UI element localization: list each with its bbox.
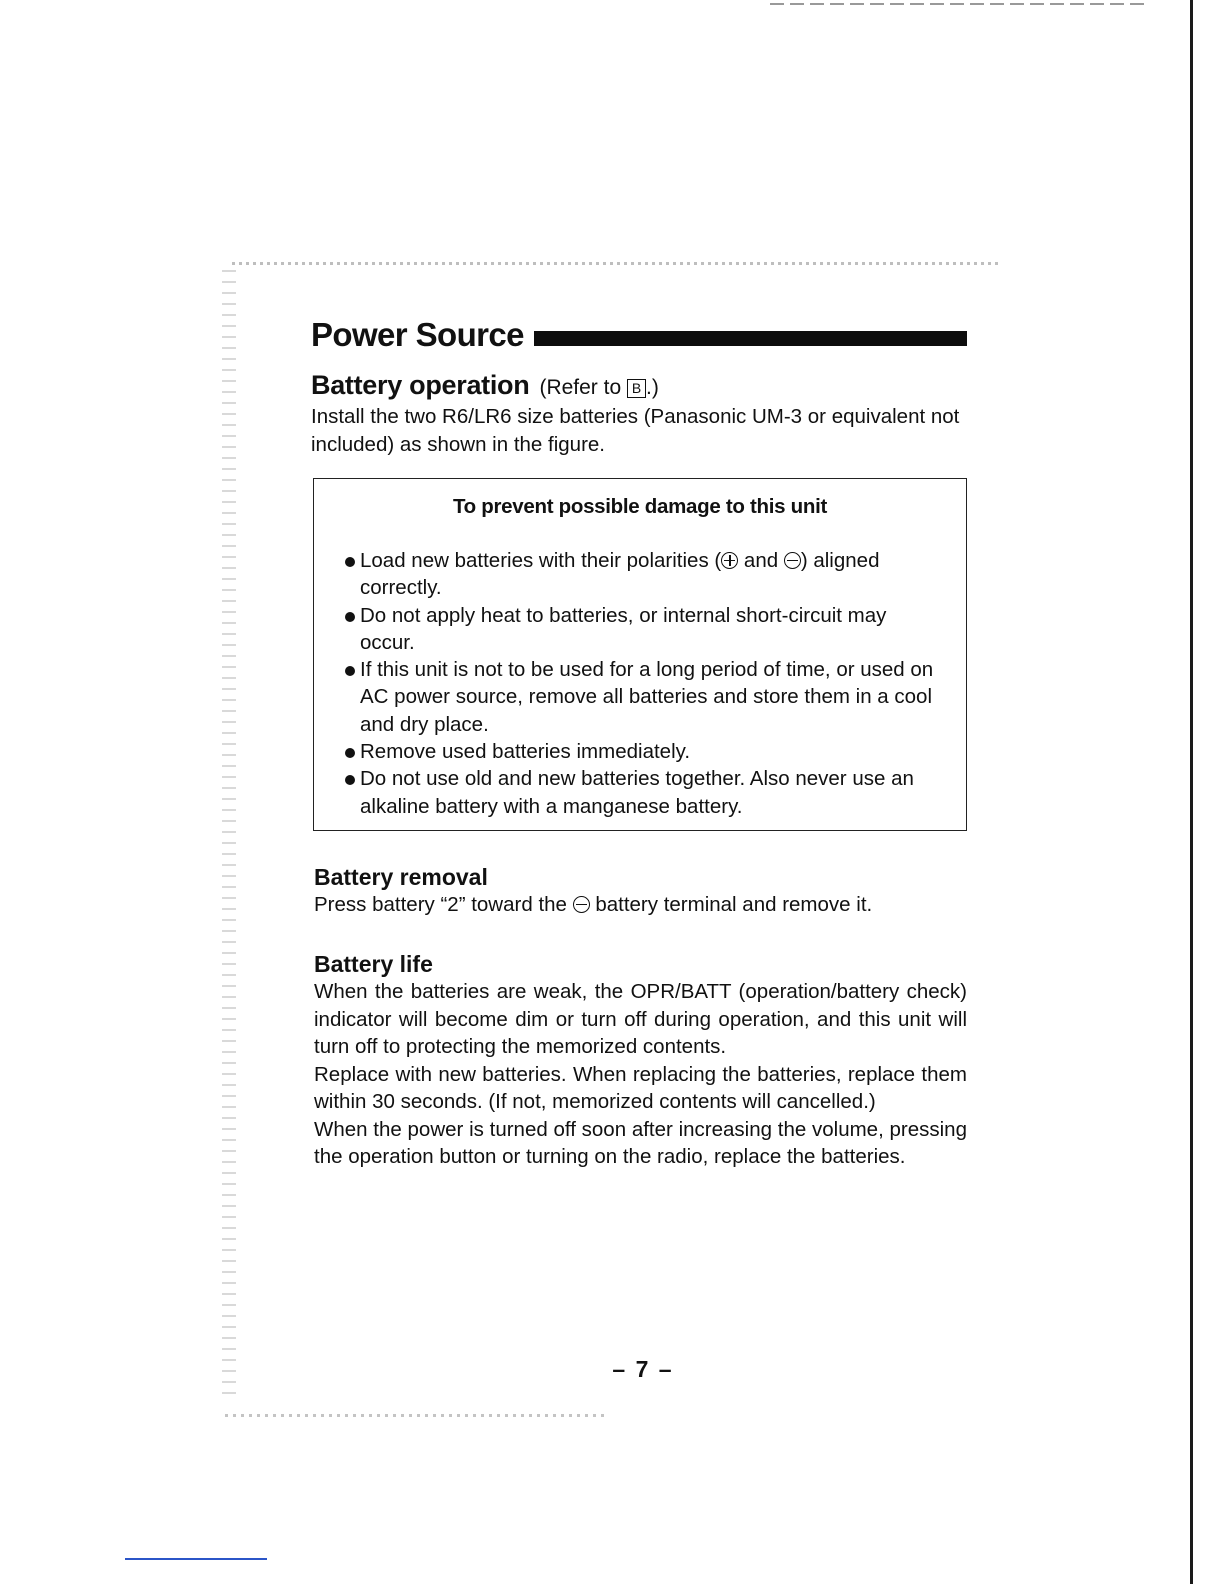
battery-life-para-1: When the batteries are weak, the OPR/BATT (operation/battery check) indicator will become dim or turn off during operation, and this unit will turn off to protecting the memorized contents. <box>314 980 967 1059</box>
battery-operation-heading <box>311 370 967 403</box>
battery-removal-text-a: Press battery “2” toward the <box>314 892 573 916</box>
title-rule <box>534 331 967 346</box>
scan-artifact-left <box>222 270 236 1400</box>
battery-removal-text-b: battery terminal and remove it. <box>589 892 873 916</box>
caution-title: To prevent possible damage to this unit <box>452 495 828 518</box>
caution-item-heat: Do not apply heat to batteries, or internal short-circuit may occur. <box>344 602 936 657</box>
scan-artifact-top <box>770 3 1150 5</box>
figure-reference <box>539 376 658 399</box>
caution-item-remove-used: Remove used batteries immediately. <box>344 738 936 765</box>
page-content <box>311 316 967 1171</box>
caution-item-storage: If this unit is not to be used for a long period of time, or used on AC power source, remove all batteries and store them in a cool and dry place. <box>344 656 936 738</box>
section-title: Power Source <box>311 316 524 353</box>
minus-terminal-icon <box>573 896 590 913</box>
caution-item1-text-c: ) aligned correctly. <box>360 549 880 600</box>
battery-removal-text <box>314 891 967 919</box>
caution-item-polarity <box>344 547 936 602</box>
page-number: – 7 – <box>612 1356 674 1382</box>
figure-reference-suffix: .) <box>646 376 659 399</box>
scan-artifact-blue-line <box>125 1558 267 1560</box>
figure-b-icon: B <box>627 379 646 398</box>
battery-operation-text: Install the two R6/LR6 size batteries (Panasonic UM-3 or equivalent not included) as shown in the figure. <box>311 405 960 456</box>
scan-page-edge <box>1190 0 1193 1584</box>
caution-item1-text-a: Load new batteries with their polarities ( <box>360 549 722 572</box>
section-heading <box>311 316 967 354</box>
battery-life-heading: Battery life <box>314 951 433 978</box>
battery-operation-title: Battery operation <box>311 370 530 400</box>
caution-box <box>313 478 967 831</box>
scan-artifact-bottom <box>225 1414 605 1417</box>
caution-item-mixing: Do not use old and new batteries together. Also never use an alkaline battery with a manganese battery. <box>344 765 936 820</box>
battery-life-para-2: Replace with new batteries. When replacing the batteries, replace them within 30 seconds. (If not, memorized contents will cancelled.) <box>314 1062 967 1114</box>
caution-list <box>344 547 936 820</box>
scan-artifact-band <box>232 262 1002 265</box>
caution-item1-text-b: and <box>738 549 784 572</box>
minus-terminal-icon <box>784 552 801 569</box>
battery-life-para-3: When the power is turned off soon after increasing the volume, pressing the operation button or turning on the radio, replace the batteries. <box>314 1117 967 1169</box>
battery-removal-heading: Battery removal <box>314 863 488 890</box>
figure-reference-prefix: (Refer to <box>539 376 622 399</box>
plus-terminal-icon <box>721 552 738 569</box>
